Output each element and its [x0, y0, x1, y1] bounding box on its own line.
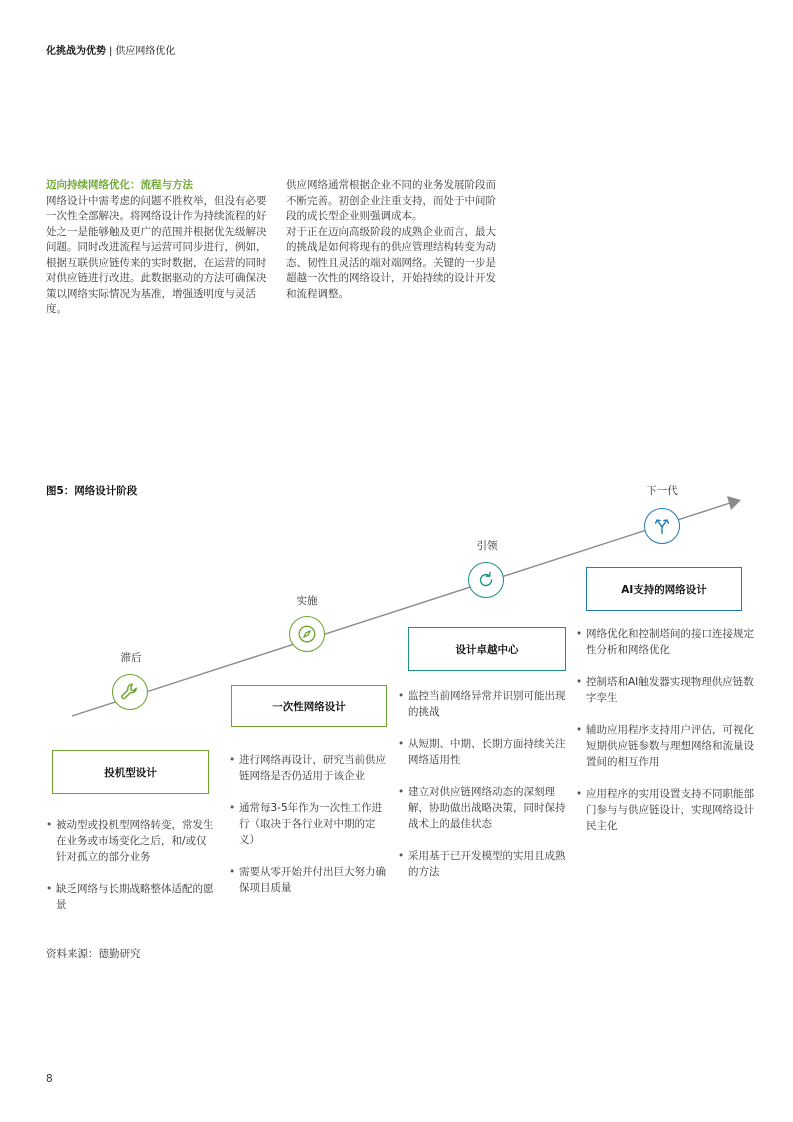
bullet-item: • 需要从零开始并付出巨大努力确保项目质量 — [229, 864, 387, 896]
stage-icon-lagging — [112, 674, 148, 710]
intro-right-paragraph-2: 对于正在迈向高级阶段的成熟企业而言，最大的挑战是如何将现有的供应管理结构转变为动态、韧性且灵活的端对端网络。关键的一步是超越一次性的网络设计，开始持续的设计开发和流程调整。 — [286, 225, 496, 300]
bullet-item: • 缺乏网络与长期战略整体适配的愿景 — [46, 881, 216, 913]
stage-box-speculative-design: 投机型设计 — [52, 750, 209, 794]
bullet-item: • 控制塔和AI触发器实现物理供应链数字孪生 — [576, 674, 754, 706]
bullet-item: • 应用程序的实用设置支持不同职能部门参与与供应链设计，实现网络设计民主化 — [576, 786, 754, 834]
branch-arrows-icon — [651, 515, 673, 537]
bullet-item: • 辅助应用程序支持用户评估，可视化短期供应链参数与理想网络和流量设置间的相互作用 — [576, 722, 754, 770]
stage-icon-leading — [468, 562, 504, 598]
stage-box-ai-design: AI支持的网络设计 — [586, 567, 742, 611]
stage-label-next-gen: 下一代 — [646, 485, 678, 497]
intro-right-paragraph-1: 供应网络通常根据企业不同的业务发展阶段而不断完善。初创企业注重支持，而处于中间阶段的成长型企业则强调成本。 — [286, 179, 496, 222]
stage-box-design-coe: 设计卓越中心 — [408, 627, 566, 671]
source-note: 资料来源：德勤研究 — [46, 948, 141, 960]
header-divider: | — [109, 46, 113, 57]
stage-box-one-time-design: 一次性网络设计 — [231, 685, 387, 727]
stage-bullets-next-gen — [576, 626, 754, 850]
bullet-item: • 被动型或投机型网络转变，常发生在业务或市场变化之后，和/或仅针对孤立的部分业务 — [46, 817, 216, 865]
page-number: 8 — [46, 1073, 53, 1085]
bullet-item: • 网络优化和控制塔间的接口连接规定性分析和网络优化 — [576, 626, 754, 658]
header-subsection: 供应网络优化 — [115, 46, 176, 57]
trend-arrowhead — [727, 496, 741, 510]
stage-bullets-leading — [398, 688, 570, 896]
figure-title: 图5：网络设计阶段 — [46, 485, 138, 497]
compass-icon — [296, 623, 318, 645]
stage-label-implementing: 实施 — [296, 595, 318, 607]
bullet-item: • 建立对供应链网络动态的深刻理解，协助做出战略决策，同时保持战术上的最佳状态 — [398, 784, 570, 832]
bullet-item: • 从短期、中期、长期方面持续关注网络适用性 — [398, 736, 570, 768]
header-section: 化挑战为优势 — [46, 46, 106, 57]
intro-left-text: 网络设计中需考虑的问题不胜枚举，但没有必要一次性全部解决。将网络设计作为持续流程的好处之一是能够触及更广的范围并根据优先级解决问题。同时改进流程与运营可同步进行，例如，根据互联供应链传来的实时数据，在运营的同时对供应链进行改进。此数据驱动的方法可确保决策以网络实际情况为基准，增强透明度与灵活度。 — [46, 194, 267, 315]
stage-label-leading: 引领 — [476, 540, 498, 552]
bullet-item: • 通常每3-5年作为一次性工作进行（取决于各行业对中期的定义） — [229, 800, 387, 848]
stage-label-lagging: 滞后 — [120, 652, 142, 664]
refresh-icon — [475, 569, 497, 591]
stage-bullets-lagging — [46, 817, 216, 929]
bullet-item: • 监控当前网络异常并识别可能出现的挑战 — [398, 688, 570, 720]
bullet-item: • 采用基于已开发模型的实用且成熟的方法 — [398, 848, 570, 880]
intro-heading: 迈向持续网络优化：流程与方法 — [46, 179, 193, 191]
stage-icon-next-gen — [644, 508, 680, 544]
stage-icon-implementing — [289, 616, 325, 652]
bullet-item: • 进行网络再设计，研究当前供应链网络是否仍适用于该企业 — [229, 752, 387, 784]
stage-bullets-implementing — [229, 752, 387, 912]
wrench-icon — [119, 681, 141, 703]
